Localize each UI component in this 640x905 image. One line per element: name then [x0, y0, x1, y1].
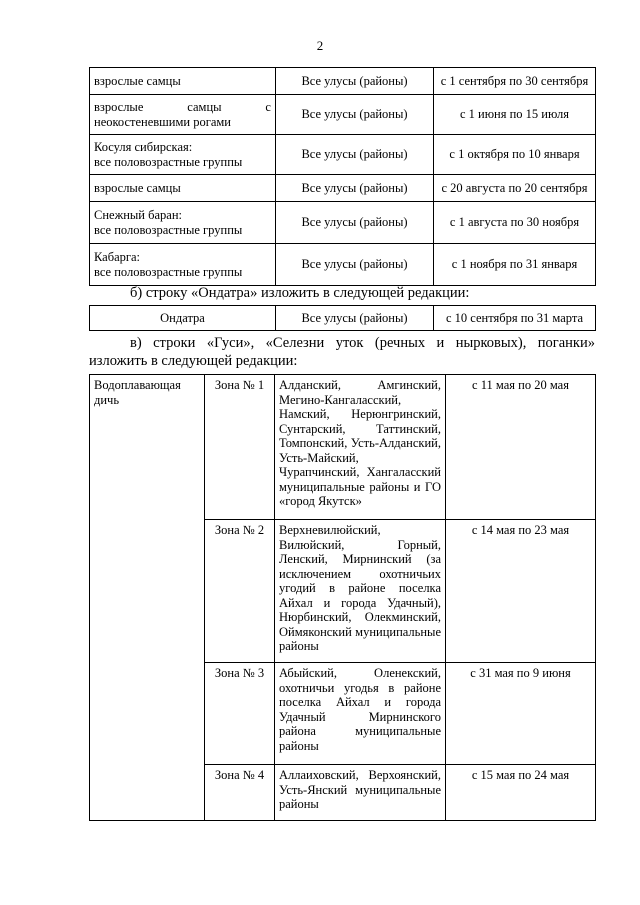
table-row [90, 375, 596, 520]
category-line: дичь [94, 392, 120, 407]
animal-group-cell [90, 244, 276, 286]
period-cell: с 31 мая по 9 июня [446, 663, 596, 765]
paragraph-word: нырковых), [455, 335, 527, 351]
period-cell: с 15 мая по 24 мая [446, 765, 596, 821]
territory-cell: Все улусы (районы) [276, 68, 434, 95]
paragraph-v-line: изложить в следующей редакции: [89, 353, 298, 369]
table-row [90, 175, 596, 202]
category-line: Водоплавающая [94, 378, 181, 392]
zone-cell: Зона № 3 [205, 663, 275, 765]
paragraph-word: и [436, 335, 445, 351]
page-number: 2 [316, 38, 324, 53]
territory-cell: Все улусы (районы) [276, 244, 434, 286]
animal-group-cell [90, 202, 276, 244]
animal-group-cell: взрослые самцы [90, 68, 276, 95]
paragraph-b: б) строку «Ондатра» изложить в следующей редакции: [130, 285, 470, 301]
paragraph-v-line [89, 334, 595, 352]
animal-group-word: самцы [187, 100, 222, 114]
paragraph-word: в) [130, 335, 142, 351]
period-cell: с 10 сентября по 31 марта [434, 306, 596, 331]
species-name: Кабарга: [94, 250, 141, 264]
species-name: Снежный баран: [94, 208, 182, 222]
animal-group-cell [90, 135, 276, 175]
table-row [90, 68, 596, 95]
table-row [90, 306, 596, 331]
table-row [90, 135, 596, 175]
animal-group-line: все половозрастные группы [94, 222, 243, 237]
animal-group-cell: взрослые самцы [90, 175, 276, 202]
animal-group-line: неокостеневшими рогами [94, 114, 231, 129]
paragraph-word: «Селезни [265, 335, 325, 351]
animal-group-line: все половозрастные группы [94, 154, 243, 169]
period-cell: с 11 мая по 20 мая [446, 375, 596, 520]
territory-cell: Все улусы (районы) [276, 306, 434, 331]
zone-cell: Зона № 2 [205, 520, 275, 663]
period-cell: с 1 октября по 10 января [434, 135, 596, 175]
table-row [90, 95, 596, 135]
districts-cell: Абыйский, Оленекский, охотничьи угодья в районе поселка Айхал и города Удачный Мирнинского района муниципальные районы [275, 663, 446, 765]
paragraph-word: уток [335, 335, 364, 351]
animal-group-word: взрослые [94, 100, 144, 114]
category-cell [90, 375, 205, 821]
waterfowl-table [89, 374, 596, 821]
animal-group-line: все половозрастные группы [94, 264, 243, 279]
ondatra-table [89, 305, 596, 331]
period-cell: с 20 августа по 20 сентября [434, 175, 596, 202]
zone-cell: Зона № 4 [205, 765, 275, 821]
territory-cell: Все улусы (районы) [276, 202, 434, 244]
animal-group-word: с [265, 100, 271, 114]
animal-group-cell [90, 95, 276, 135]
table-row [90, 244, 596, 286]
territory-cell: Все улусы (районы) [276, 135, 434, 175]
period-cell: с 1 августа по 30 ноября [434, 202, 596, 244]
paragraph-v [89, 334, 595, 370]
zone-cell: Зона № 1 [205, 375, 275, 520]
hunting-seasons-table-continued [89, 67, 596, 286]
territory-cell: Все улусы (районы) [276, 175, 434, 202]
animal-group-cell: Ондатра [90, 306, 276, 331]
districts-cell: Аллаиховский, Верхоянский, Усть-Янский муниципальные районы [275, 765, 446, 821]
period-cell: с 14 мая по 23 мая [446, 520, 596, 663]
paragraph-word: (речных [374, 335, 426, 351]
districts-cell: Верхневилюйский, Вилюйский, Горный, Ленский, Мирнинский (за исключением охотничьих угодий в районе поселка Айхал и города Удачный), Нюрбинский, Олекминский, Оймяконский муниципальные районы [275, 520, 446, 663]
territory-cell: Все улусы (районы) [276, 95, 434, 135]
period-cell: с 1 июня по 15 июля [434, 95, 596, 135]
paragraph-word: «Гуси», [206, 335, 255, 351]
districts-cell: Алданский, Амгинский, Мегино-Кангаласский, Намский, Нерюнгринский, Сунтарский, Таттинский, Томпонский, Усть-Алданский, Усть-Майский, Чурапчинский, Хангаласский муниципальные районы и ГО «город Якутск» [275, 375, 446, 520]
period-cell: с 1 сентября по 30 сентября [434, 68, 596, 95]
paragraph-word: поганки» [537, 335, 595, 351]
paragraph-word: строки [153, 335, 196, 351]
species-name: Косуля сибирская: [94, 140, 193, 154]
period-cell: с 1 ноября по 31 января [434, 244, 596, 286]
table-row [90, 202, 596, 244]
